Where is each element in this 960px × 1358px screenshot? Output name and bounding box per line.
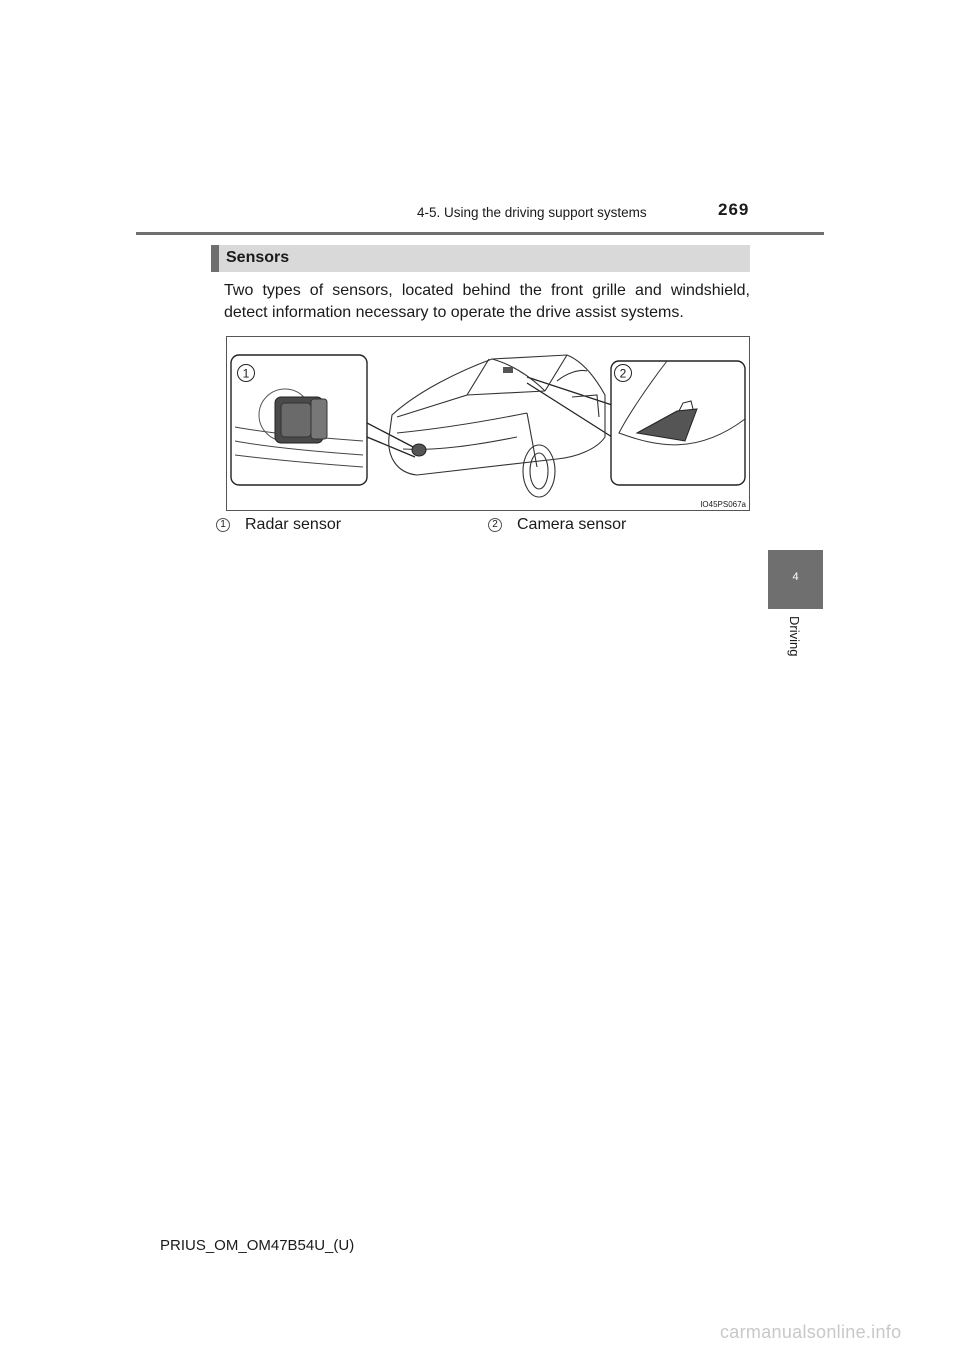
section-heading-bar (211, 245, 750, 272)
callout-radar (216, 516, 341, 534)
marker-2: 2 (619, 366, 627, 381)
chapter-title-vertical (768, 616, 823, 676)
marker-1: 1 (242, 366, 250, 381)
running-header-section: 4-5. Using the driving support systems (417, 205, 647, 220)
callout-label-radar: Radar sensor (245, 516, 342, 533)
chapter-number: 4 (792, 571, 799, 583)
page-number: 269 (718, 200, 750, 219)
header-divider (136, 232, 824, 235)
figure-code: IO45PS067a (700, 500, 746, 509)
chapter-title: Driving (786, 616, 802, 657)
camera-sensor-mark (503, 367, 513, 373)
car-outline (389, 355, 605, 497)
section-body-text: Two types of sensors, located behind the front grille and windshield, detect information necessary to operate the drive assist systems. (224, 282, 750, 321)
sensor-illustration (226, 336, 750, 511)
callout-number-2: 2 (488, 518, 502, 532)
section-heading: Sensors (226, 249, 290, 266)
callout-number-1: 1 (216, 518, 230, 532)
leader-line-1 (367, 423, 417, 449)
document-id: PRIUS_OM_OM47B54U_(U) (160, 1237, 355, 1254)
callout-camera (488, 516, 626, 534)
car-sensor-drawing (227, 337, 749, 510)
radar-sensor-mark (412, 444, 426, 456)
callout-label-camera: Camera sensor (517, 516, 627, 533)
watermark: carmanualsonline.info (720, 1322, 902, 1342)
